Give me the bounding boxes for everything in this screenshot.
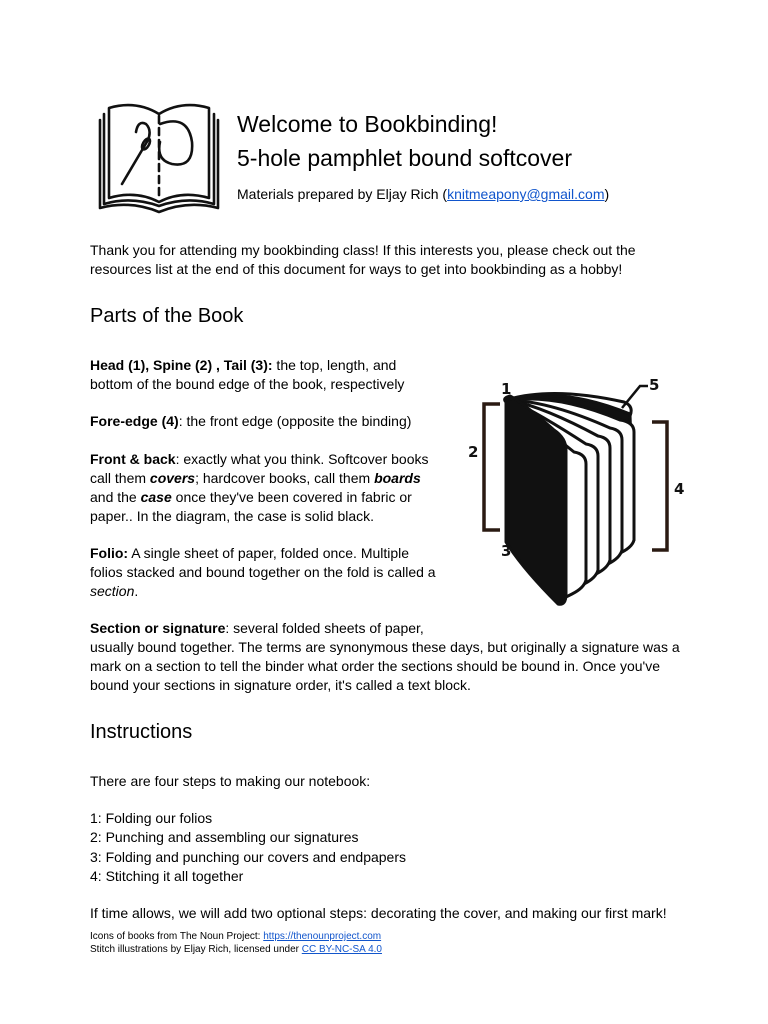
- diagram-label-tail: 3: [501, 542, 512, 560]
- diagram-label-fore-edge: 4: [674, 480, 685, 498]
- fore-edge-term: Fore-edge (4): [90, 413, 179, 429]
- front-back-term: Front & back: [90, 451, 176, 467]
- front-back-desc-4: once they've been covered in fabric or paper.. In the diagram, the case is solid black.: [90, 489, 412, 524]
- section-definition: [90, 619, 690, 695]
- folio-desc: A single sheet of paper, folded once. Multiple folios stacked and bound together on the fold is called a: [90, 545, 436, 580]
- head-spine-tail-term: Head (1), Spine (2) , Tail (3):: [90, 357, 273, 373]
- license-link[interactable]: CC BY-NC-SA 4.0: [301, 944, 382, 955]
- book-parts-diagram-icon: [462, 372, 692, 612]
- covers-term: covers: [149, 470, 196, 486]
- list-item: 4: Stitching it all together: [90, 867, 244, 884]
- case-term: case: [140, 489, 172, 505]
- page-title: Welcome to Bookbinding!: [237, 111, 498, 137]
- section-desc-1: : several folded sheets of paper,: [225, 620, 424, 636]
- open-book-with-needle-icon: [96, 102, 222, 214]
- byline-prefix: Materials prepared by Eljay Rich (: [237, 186, 448, 202]
- parts-heading: Parts of the Book: [90, 305, 244, 327]
- front-back-desc-1: : exactly what you think. Softcover books call them: [90, 451, 429, 486]
- noun-project-link[interactable]: https://thenounproject.com: [263, 931, 382, 942]
- folio-term: Folio:: [90, 545, 129, 561]
- boards-term: boards: [374, 470, 421, 486]
- page-subtitle: 5-hole pamphlet bound softcover: [237, 145, 572, 171]
- fore-edge-desc: : the front edge (opposite the binding): [178, 413, 412, 429]
- head-spine-tail-desc: the top, length, and bottom of the bound edge of the book, respectively: [90, 357, 405, 392]
- list-item: 1: Folding our folios: [90, 810, 213, 826]
- list-item: 3: Folding and punching our covers and endpapers: [90, 848, 406, 865]
- section-term: Section or signature: [90, 620, 226, 636]
- diagram-label-5: 5: [649, 376, 660, 394]
- steps-list: [90, 809, 406, 886]
- front-back-definition: [90, 450, 435, 526]
- email-link[interactable]: knitmeapony@gmail.com: [447, 186, 605, 202]
- footer-credit-stitch: [90, 943, 382, 956]
- folio-end: .: [134, 583, 139, 599]
- front-back-desc-2: ; hardcover books, call them: [195, 470, 375, 486]
- section-desc-2: usually bound together. The terms are synonymous these days, but originally a signature was a mark on a section to tell the binder what order the sections should be bound in. Once you've bound your sections in signature order, it's called a text block.: [90, 639, 680, 693]
- instructions-heading: Instructions: [90, 721, 193, 743]
- footer-credit-stitch-text: Stitch illustrations by Eljay Rich, licensed under: [90, 944, 302, 955]
- front-back-desc-3: and the: [90, 489, 141, 505]
- byline: [237, 186, 609, 202]
- section-term-inline: section: [90, 583, 135, 599]
- fore-edge-definition: [90, 412, 430, 431]
- folio-definition: [90, 544, 438, 601]
- diagram-label-head: 1: [501, 380, 512, 398]
- list-item: 2: Punching and assembling our signatures: [90, 829, 359, 846]
- section-definition-first-line: [90, 619, 690, 638]
- diagram-label-spine: 2: [468, 443, 479, 461]
- head-spine-tail-definition: [90, 356, 420, 394]
- intro-paragraph: Thank you for attending my bookbinding class! If this interests you, please check out the resources list at the end of this document for ways to get into bookbinding as a hobby!: [90, 242, 636, 277]
- optional-steps: If time allows, we will add two optional steps: decorating the cover, and making our first mark!: [90, 905, 667, 921]
- byline-suffix: ): [604, 186, 610, 202]
- instructions-lead: There are four steps to making our notebook:: [90, 773, 371, 789]
- footer-credit-icons-text: Icons of books from The Noun Project:: [90, 931, 264, 942]
- footer-credit-icons: [90, 930, 381, 943]
